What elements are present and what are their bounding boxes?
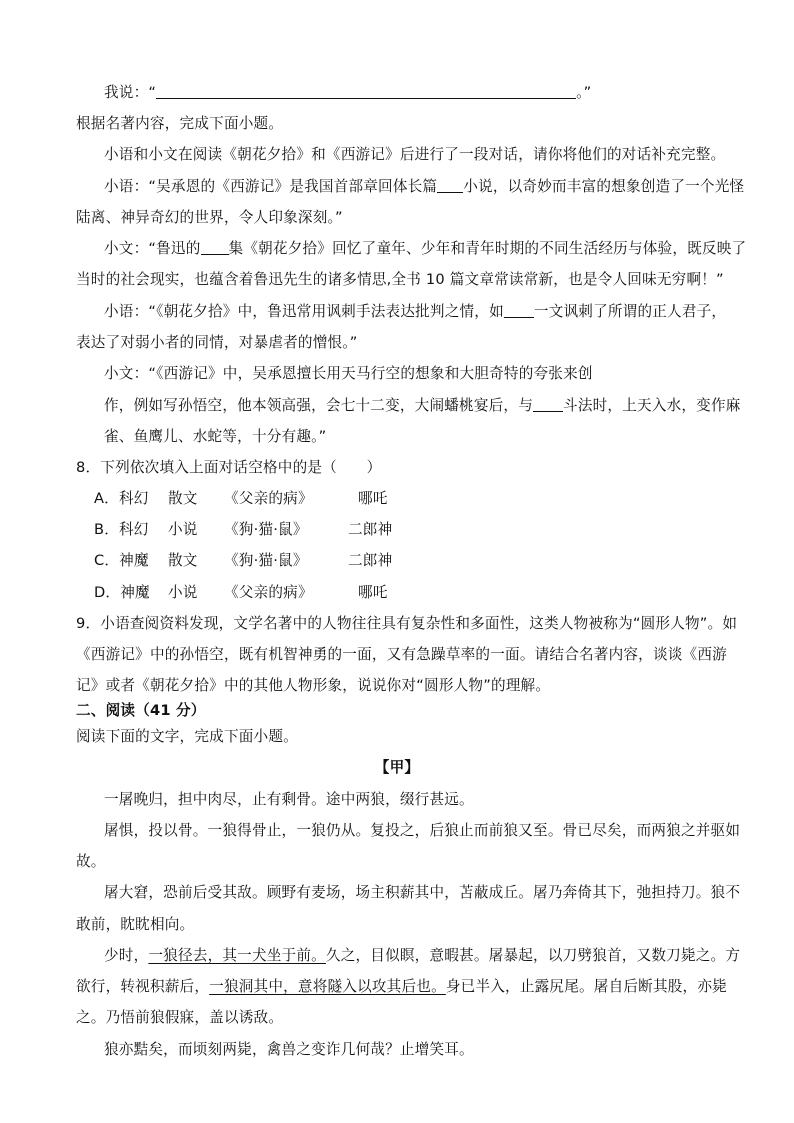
fill-blank[interactable] (201, 239, 229, 255)
option-item: 哪吒 (358, 490, 388, 507)
question-8: 8．下列依次填入上面对话空格中的是（ ） (76, 459, 382, 476)
answer-blank[interactable] (156, 83, 576, 99)
answer-line (104, 83, 764, 103)
dialogue-line: 当时的社会现实，也蕴含着鲁迅先生的诸多情思,全书 10 篇文章常读常新，也是令人回味无穷啊！” (76, 271, 724, 288)
question-9: 记》或者《朝花夕拾》中的其他人物形象，说说你对“圆形人物”的理解。 (76, 677, 551, 694)
text: 小语：“《朝花夕拾》中，鲁迅常用讽刺手法表达批判之情，如 (104, 303, 504, 320)
option-item: 散文 (168, 552, 198, 569)
text: 。” (576, 84, 592, 101)
option-a[interactable] (94, 489, 754, 509)
question-9: 9．小语查阅资料发现，文学名著中的人物往往具有复杂性和多面性，这类人物被称为“圆形人物”。如 (76, 615, 738, 632)
text: 少时， (104, 947, 149, 964)
option-letter: A．科幻 (94, 490, 149, 507)
passage-paragraph: 屠大窘，恐前后受其敌。顾野有麦场，场主积薪其中，苫蔽成丘。屠乃奔倚其下，弛担持刀。狼不 (104, 884, 741, 901)
passage-paragraph: 屠惧，投以骨。一狼得骨止，一狼仍从。复投之，后狼止而前狼又至。骨已尽矣，而两狼之并驱如 (104, 822, 741, 839)
paragraph: 小语和小文在阅读《朝花夕拾》和《西游记》后进行了一段对话，请你将他们的对话补充完整。 (104, 146, 726, 163)
section-heading: 二、阅读（41 分） (76, 702, 206, 719)
instruction: 根据名著内容，完成下面小题。 (76, 115, 284, 132)
question-9: 《西游记》中的孙悟空，既有机智神勇的一面，又有急躁草率的一面。请结合名著内容，谈谈《西游 (76, 646, 727, 663)
dialogue-line (104, 396, 764, 416)
passage-paragraph: 敢前，眈眈相向。 (76, 916, 195, 933)
option-item: 二郎神 (348, 521, 393, 538)
option-item: 《狗·猫·鼠》 (224, 552, 308, 569)
option-item: 《狗·猫·鼠》 (224, 521, 308, 538)
text: 久之，目似瞑，意暇甚。屠暴起，以刀劈狼首，又数刀毙之。方 (325, 947, 741, 964)
text: 小语：“吴承恩的《西游记》是我国首部章回体长篇 (104, 178, 438, 195)
option-item: 《父亲的病》 (224, 490, 313, 507)
option-b[interactable] (94, 520, 754, 540)
dialogue-line: 雀、鱼鹰儿、水蛇等，十分有趣。” (104, 428, 327, 445)
option-letter: C．神魔 (94, 552, 149, 569)
text: 一文讽刺了所谓的正人君子， (533, 303, 727, 320)
option-item: 哪吒 (358, 584, 388, 601)
option-item: 散文 (168, 490, 198, 507)
option-item: 小说 (168, 584, 198, 601)
reading-instruction: 阅读下面的文字，完成下面小题。 (76, 728, 298, 745)
dialogue-line (104, 177, 764, 197)
passage-paragraph: 故。 (76, 853, 106, 870)
fill-blank[interactable] (533, 396, 563, 412)
option-d[interactable] (94, 583, 754, 603)
underlined-sentence: 一狼径去，其一犬坐于前。 (148, 947, 326, 964)
passage-paragraph: 狼亦黠矣，而顷刻两毙，禽兽之变诈几何哉？止增笑耳。 (104, 1041, 474, 1058)
option-item: 小说 (168, 521, 198, 538)
text: 斗法时，上天入水，变作麻 (563, 397, 741, 414)
passage-paragraph: 之。乃悟前狼假寐，盖以诱敌。 (76, 1009, 284, 1026)
option-c[interactable] (94, 551, 754, 571)
text: 作，例如写孙悟空，他本领高强，会七十二变，大闹蟠桃宴后，与 (104, 397, 534, 414)
fill-blank[interactable] (504, 302, 534, 318)
option-letter: D．神魔 (94, 584, 150, 601)
passage-paragraph: 一屠晚归，担中肉尽，止有剩骨。途中两狼，缀行甚远。 (104, 791, 474, 808)
text: 小文：“鲁迅的 (104, 240, 201, 257)
dialogue-line: 陆离、神异奇幻的世界，令人印象深刻。” (76, 209, 343, 226)
passage-paragraph (104, 946, 764, 966)
text: 我说：“ (104, 84, 157, 101)
dialogue-line (104, 239, 764, 259)
underlined-sentence: 一狼洞其中，意将隧入以攻其后也。 (209, 978, 446, 995)
text: 欲行，转视积薪后， (76, 978, 210, 995)
text: 小说，以奇妙而丰富的想象创造了一个光怪 (463, 178, 745, 195)
option-item: 二郎神 (348, 552, 393, 569)
fill-blank[interactable] (437, 177, 463, 193)
option-item: 《父亲的病》 (224, 584, 313, 601)
dialogue-line (104, 302, 764, 322)
option-letter: B．科幻 (94, 521, 149, 538)
text: 集《朝花夕拾》回忆了童年、少年和青年时期的不同生活经历与体验，既反映了 (228, 240, 747, 257)
dialogue-line: 小文：“《西游记》中，吴承恩擅长用天马行空的想象和大胆奇特的夸张来创 (104, 365, 593, 382)
passage-paragraph (76, 977, 736, 997)
text: 身已半入，止露尻尾。屠自后断其股，亦毙 (445, 978, 727, 995)
dialogue-line: 表达了对弱小者的同情，对暴虐者的憎恨。” (76, 334, 358, 351)
passage-label: 【甲】 (374, 759, 420, 776)
